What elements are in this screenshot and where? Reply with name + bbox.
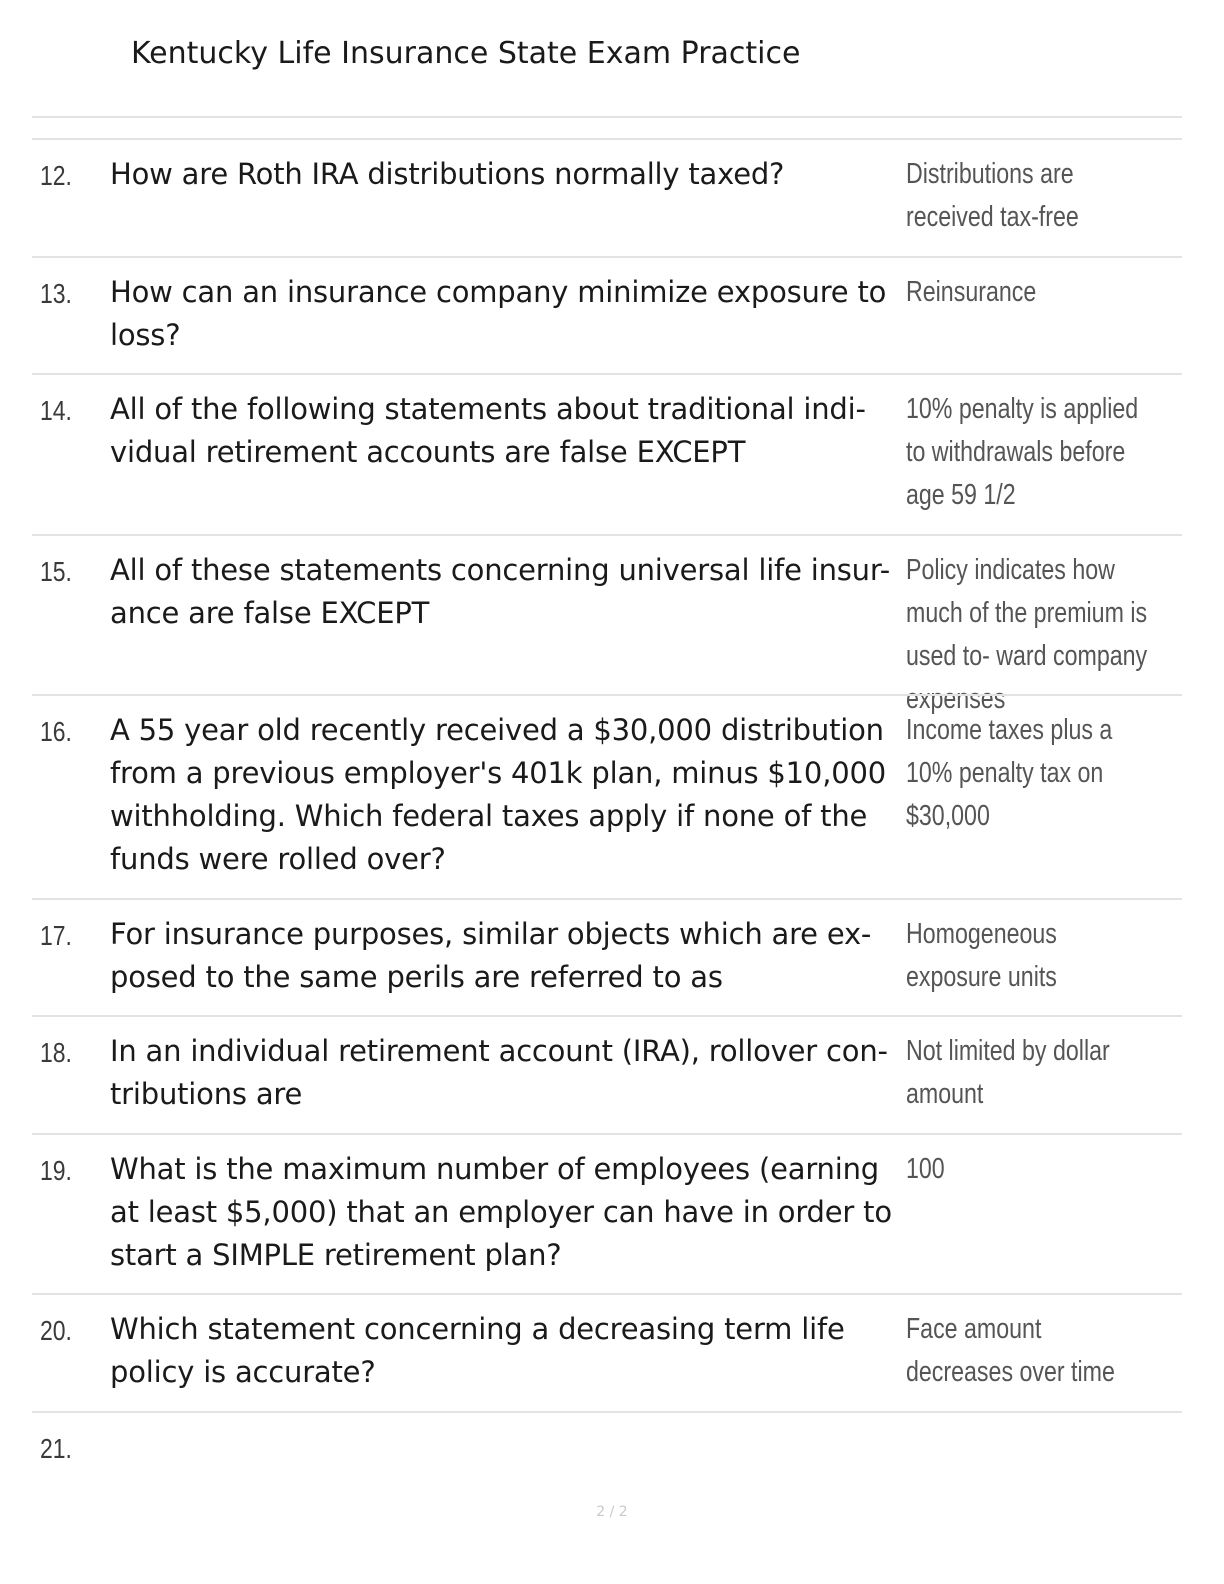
flashcard-row bbox=[32, 898, 1182, 1015]
flashcard-row bbox=[32, 373, 1182, 534]
card-number: 12. bbox=[40, 160, 72, 191]
card-term: A 55 year old recently received a $30,000 distribution from a previous employer's 401k plan, minus $10,000 withholding. Which federal taxes apply if none of the funds were rolled over? bbox=[110, 713, 886, 876]
card-definition: 10% penalty is applied to withdrawals before age 59 1/2 bbox=[906, 393, 1139, 511]
card-term: All of the following statements about traditional indi- vidual retirement accounts are false EXCEPT bbox=[110, 392, 866, 469]
card-number: 16. bbox=[40, 716, 72, 747]
card-definition: Face amount decreases over time bbox=[906, 1313, 1115, 1388]
card-number: 13. bbox=[40, 278, 72, 309]
flashcard-row bbox=[32, 534, 1182, 715]
card-number: 15. bbox=[40, 556, 72, 587]
flashcard-row bbox=[32, 1133, 1182, 1293]
card-term: In an individual retirement account (IRA), rollover con- tributions are bbox=[110, 1034, 888, 1111]
card-definition: Homogeneous exposure units bbox=[906, 918, 1057, 993]
card-number: 18. bbox=[40, 1037, 72, 1068]
card-definition: Distributions are received tax-free bbox=[906, 158, 1079, 233]
flashcard-row bbox=[32, 694, 1182, 898]
flashcard-row bbox=[32, 256, 1182, 373]
card-term: Which statement concerning a decreasing term life policy is accurate? bbox=[110, 1312, 845, 1389]
card-term: What is the maximum number of employees (earning at least $5,000) that an employer can have in order to start a SIMPLE retirement plan? bbox=[110, 1152, 892, 1272]
flashcard-row bbox=[32, 1015, 1182, 1133]
card-definition: Policy indicates how much of the premium is used to- ward company expenses bbox=[906, 554, 1148, 715]
card-number: 17. bbox=[40, 920, 72, 951]
page-title: Kentucky Life Insurance State Exam Practice bbox=[131, 36, 801, 71]
card-number: 20. bbox=[40, 1315, 72, 1346]
card-number: 21. bbox=[40, 1433, 72, 1464]
flashcard-row bbox=[32, 138, 1182, 256]
flashcard-row bbox=[32, 1293, 1182, 1411]
card-definition: Income taxes plus a 10% penalty tax on $30,000 bbox=[906, 714, 1113, 832]
card-number: 14. bbox=[40, 395, 72, 426]
card-term: All of these statements concerning universal life insur- ance are false EXCEPT bbox=[110, 553, 890, 630]
card-number: 19. bbox=[40, 1155, 72, 1186]
card-definition: Not limited by dollar amount bbox=[906, 1035, 1110, 1110]
header-divider bbox=[32, 116, 1182, 118]
flashcard-row bbox=[32, 1411, 1182, 1491]
card-definition: Reinsurance bbox=[906, 276, 1037, 308]
card-term: How are Roth IRA distributions normally taxed? bbox=[110, 157, 785, 191]
card-definition: 100 bbox=[906, 1153, 945, 1185]
flashcard-list bbox=[32, 138, 1182, 1491]
page-number: 2 / 2 bbox=[596, 1504, 628, 1520]
card-term: For insurance purposes, similar objects which are ex- posed to the same perils are referred to as bbox=[110, 917, 872, 994]
card-term: How can an insurance company minimize exposure to loss? bbox=[110, 275, 887, 352]
